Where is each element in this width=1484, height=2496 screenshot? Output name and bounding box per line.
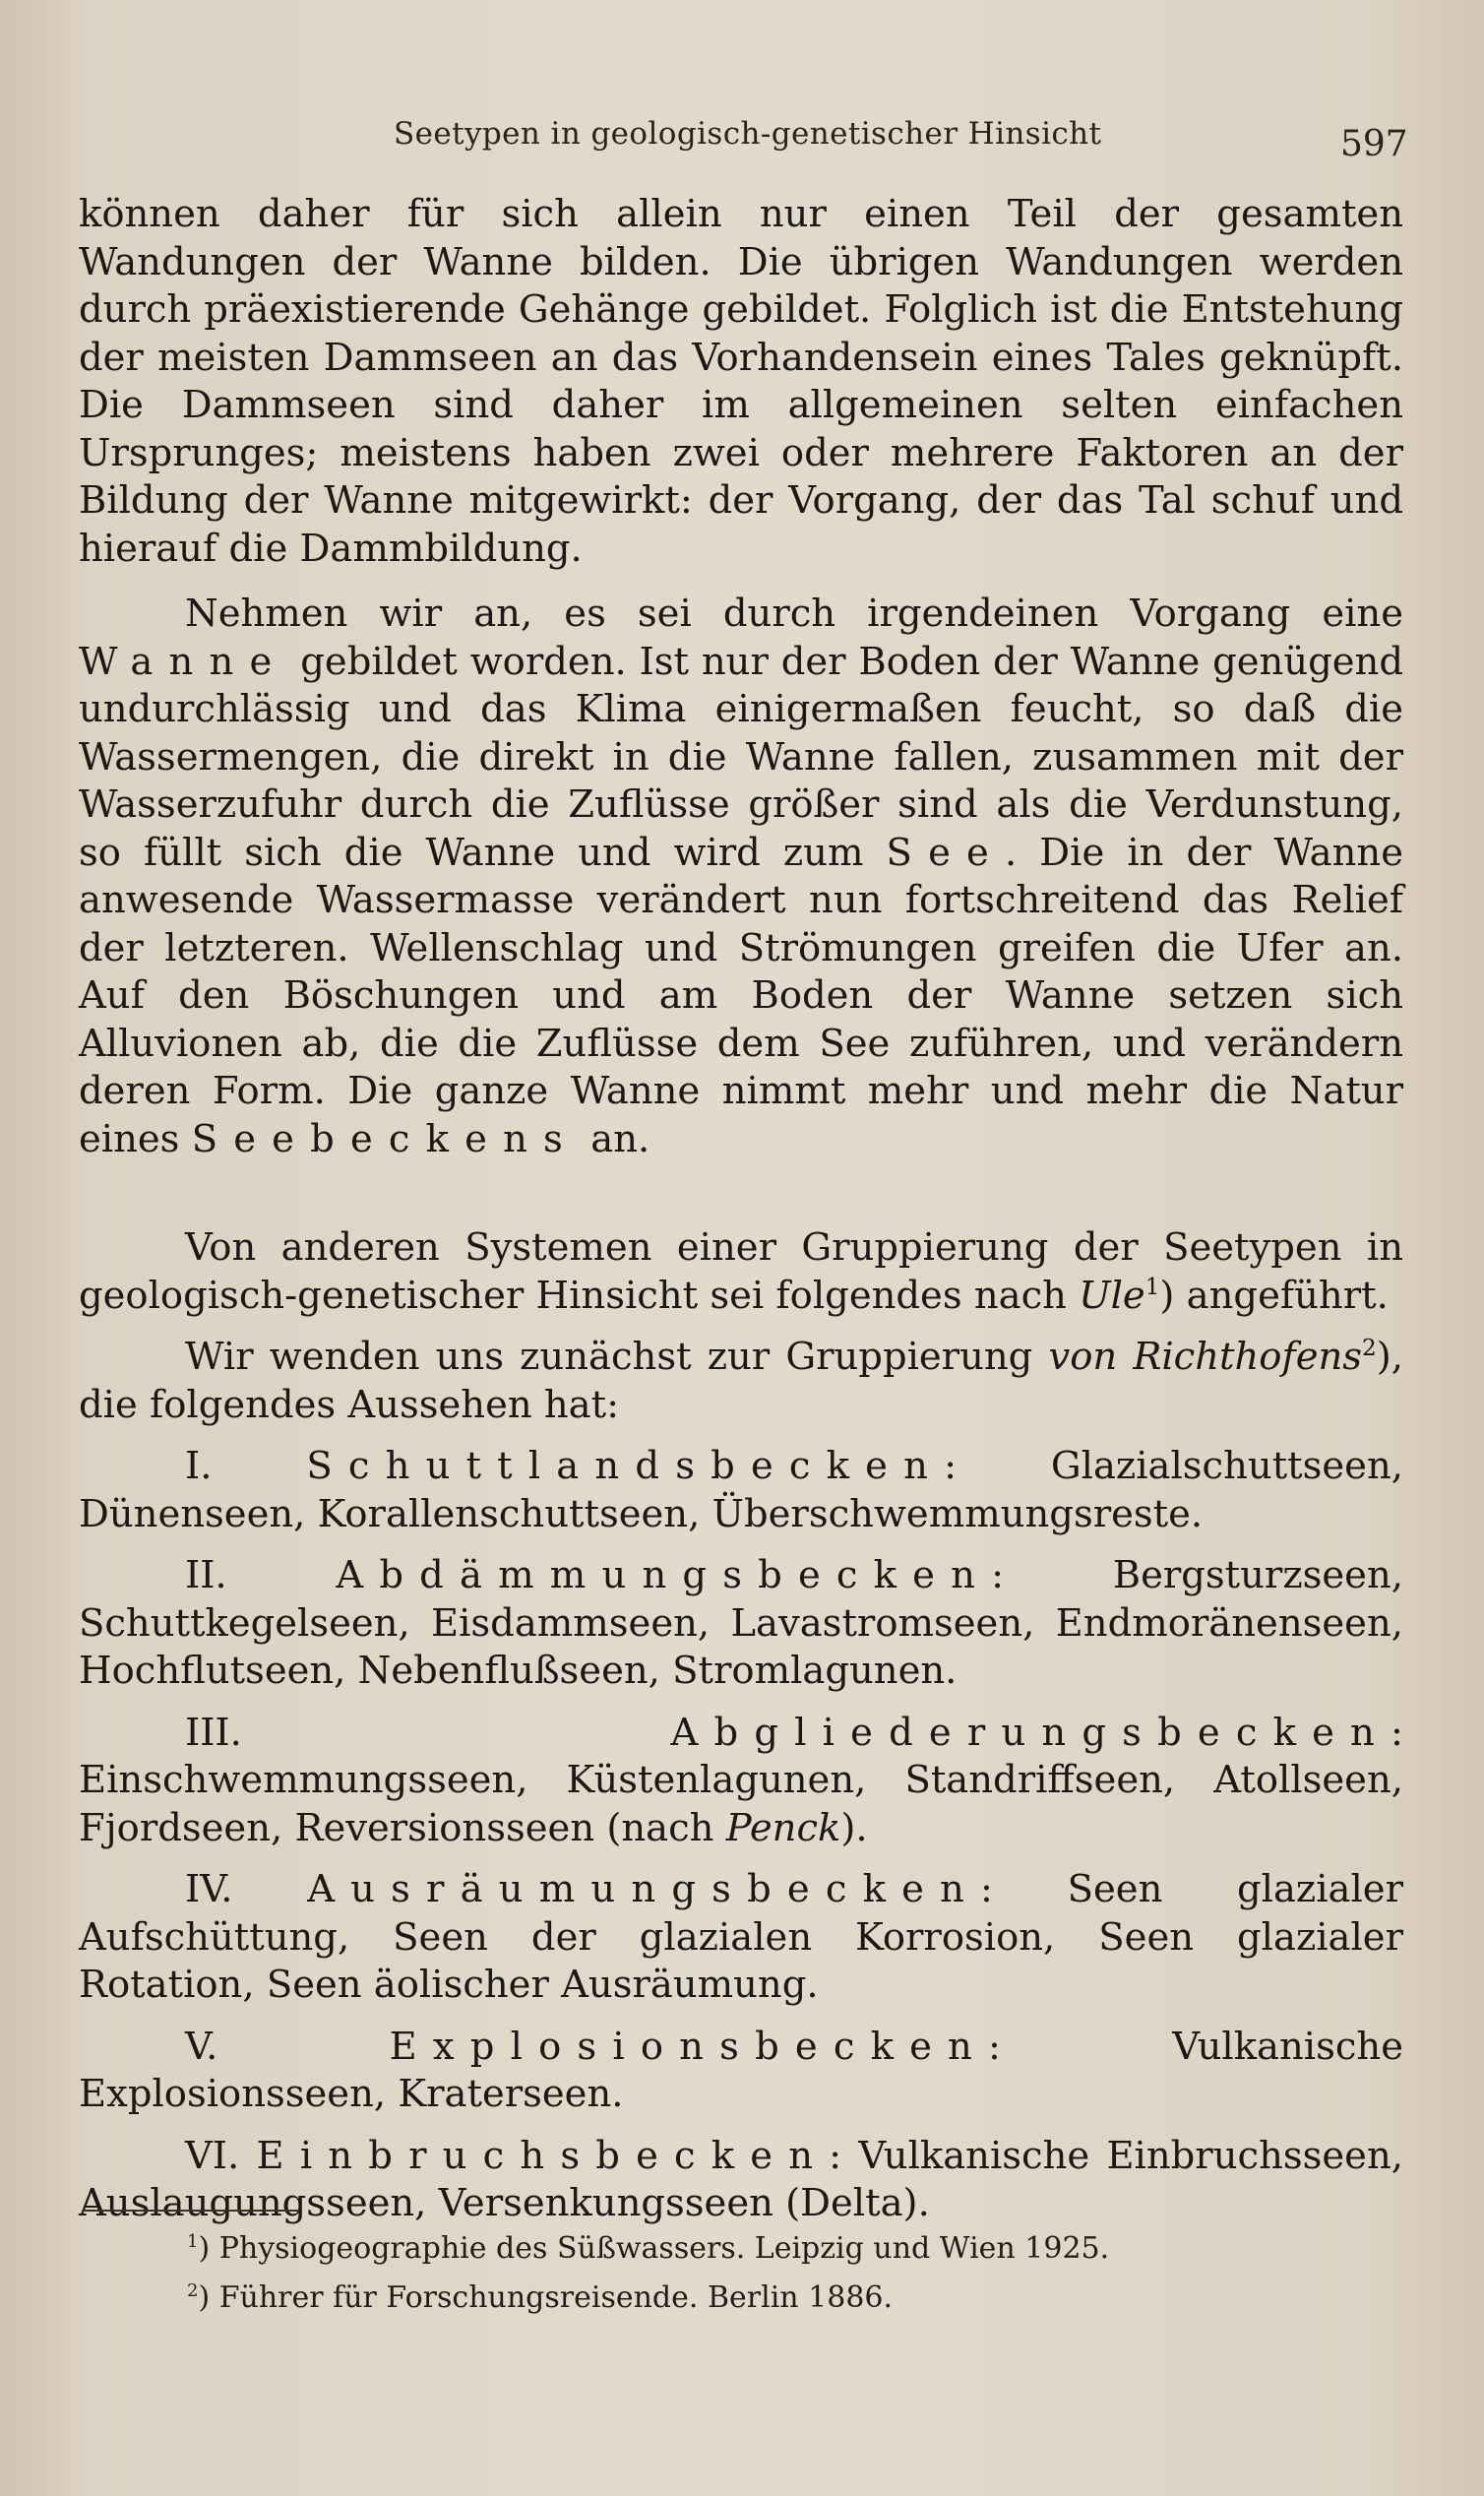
item-term: Explosionsbecken	[389, 2024, 988, 2069]
item-number: VI.	[185, 2133, 240, 2178]
item-term: Abgliederungsbecken	[670, 1710, 1391, 1755]
running-title: Seetypen in geologisch-genetischer Hinsicht	[394, 116, 1102, 152]
spaced-term-seebeckens: Seebeckens	[191, 1116, 579, 1161]
page-number: 597	[1340, 124, 1408, 164]
item-number: I.	[185, 1444, 213, 1488]
footnote-text: ) Führer für Forschungsreisende. Berlin 1886.	[198, 2280, 894, 2315]
item-term: Einbruchsbecken	[256, 2133, 830, 2178]
list-item	[79, 1710, 1403, 1853]
p2-text-a: Nehmen wir an, es sei durch irgendeinen Vorgang eine	[185, 592, 1403, 636]
footnote-mark: 2	[187, 2280, 199, 2301]
footnotes	[187, 2224, 1269, 2323]
item-term: Abdämmungsbecken	[336, 1553, 992, 1597]
item-text: : Vulkanische Explosionsseen, Kraterseen.	[79, 2024, 1403, 2116]
item-text: : Bergsturzseen, Schuttkegelseen, Eisdammseen, Lavastromseen, Endmoränenseen, Hochflutseen, Nebenflußseen, Stromlagunen.	[79, 1553, 1403, 1693]
author-ule: Ule	[1079, 1273, 1145, 1318]
item-number: V.	[185, 2024, 218, 2069]
list-item	[79, 1552, 1403, 1696]
item-term: Ausräumungsbecken	[307, 1867, 980, 1911]
paragraph-2	[79, 591, 1403, 1163]
item-text: : Vulkanische Einbruchsseen, Auslaugungsseen, Versenkungsseen (Delta).	[79, 2133, 1403, 2225]
author-penck: Penck	[725, 1805, 841, 1850]
p3-text-b: ) angeführt.	[1159, 1273, 1389, 1318]
paragraph-1: können daher für sich allein nur einen Teil der gesamten Wandungen der Wanne bilden. Die übrigen Wandungen werden durch präexistierende Gehänge gebildet. Folglich ist die Entstehung der meisten Dammseen an das Vorhandensein eines Tales geknüpft. Die Dammseen sind daher im allgemeinen selten einfachen Ursprunges; meistens haben zwei oder mehrere Faktoren an der Bildung der Wanne mitgewirkt: der Vorgang, der das Tal schuf und hierauf die Dammbildung.	[79, 192, 1403, 571]
list-item	[79, 1443, 1403, 1538]
paragraph-4	[79, 1334, 1403, 1429]
item-text-end: ).	[840, 1805, 868, 1850]
item-term: Schuttlandsbecken	[306, 1444, 945, 1488]
p4-text-a: Wir wenden uns zunächst zur Gruppierung	[185, 1335, 1049, 1379]
p2-text-c: . Die in der Wanne anwesende Wassermasse verändert nun fortschreitend das Relief der letzteren. Wellenschlag und Strömungen greifen die Ufer an. Auf den Böschungen und am Boden der Wanne setzen sich Alluvionen ab, die die Zuflüsse dem See zuführen, und verändern deren Form. Die ganze Wanne nimmt mehr und mehr die Natur eines	[79, 830, 1403, 1161]
paragraph-3	[79, 1224, 1403, 1320]
footnote-1	[187, 2224, 1269, 2274]
item-number: III.	[185, 1710, 242, 1755]
list-item	[79, 2024, 1403, 2119]
item-number: II.	[185, 1553, 227, 1597]
item-text: : Seen glazialer Aufschüttung, Seen der glazialen Korrosion, Seen glazialer Rotation, Seen äolischer Ausräumung.	[79, 1867, 1403, 2007]
item-text: : Einschwemmungsseen, Küstenlagunen, Standriffseen, Atollseen, Fjordseen, Reversionsseen (nach	[79, 1710, 1403, 1850]
author-von-richthofen: von Richthofens	[1048, 1335, 1363, 1379]
footnote-separator	[83, 2210, 299, 2212]
footnote-ref-1: 1	[1144, 1274, 1160, 1300]
p4-text-b: ), die folgendes Aussehen hat:	[79, 1335, 1403, 1427]
footnote-text: ) Physiogeographie des Süßwassers. Leipzig und Wien 1925.	[198, 2231, 1110, 2266]
page-header	[0, 110, 1484, 169]
footnote-2	[187, 2274, 1269, 2323]
item-number: IV.	[185, 1867, 233, 1911]
spaced-term-wanne: Wanne	[79, 639, 288, 684]
body-text	[79, 191, 1403, 2228]
p2-text-b: gebildet worden. Ist nur der Boden der Wanne genügend undurchlässig und das Klima einigermaßen feucht, so daß die Wassermengen, die direkt in die Wanne fallen, zusammen mit der Wasserzufuhr durch die Zuflüsse größer sind als die Verdunstung, so füllt sich die Wanne und wird zum	[79, 639, 1403, 875]
p3-text-a: Von anderen Systemen einer Gruppierung der Seetypen in geologisch-genetischer Hinsicht sei folgendes nach	[79, 1225, 1403, 1318]
p2-text-d: an.	[579, 1116, 650, 1161]
footnote-ref-2: 2	[1362, 1336, 1377, 1362]
footnote-mark: 1	[187, 2231, 199, 2252]
item-text: : Glazialschuttseen, Dünenseen, Korallenschuttseen, Überschwemmungsreste.	[79, 1444, 1403, 1536]
list-item	[79, 2133, 1403, 2228]
spaced-term-see: See	[886, 830, 1005, 875]
list-item	[79, 1866, 1403, 2010]
